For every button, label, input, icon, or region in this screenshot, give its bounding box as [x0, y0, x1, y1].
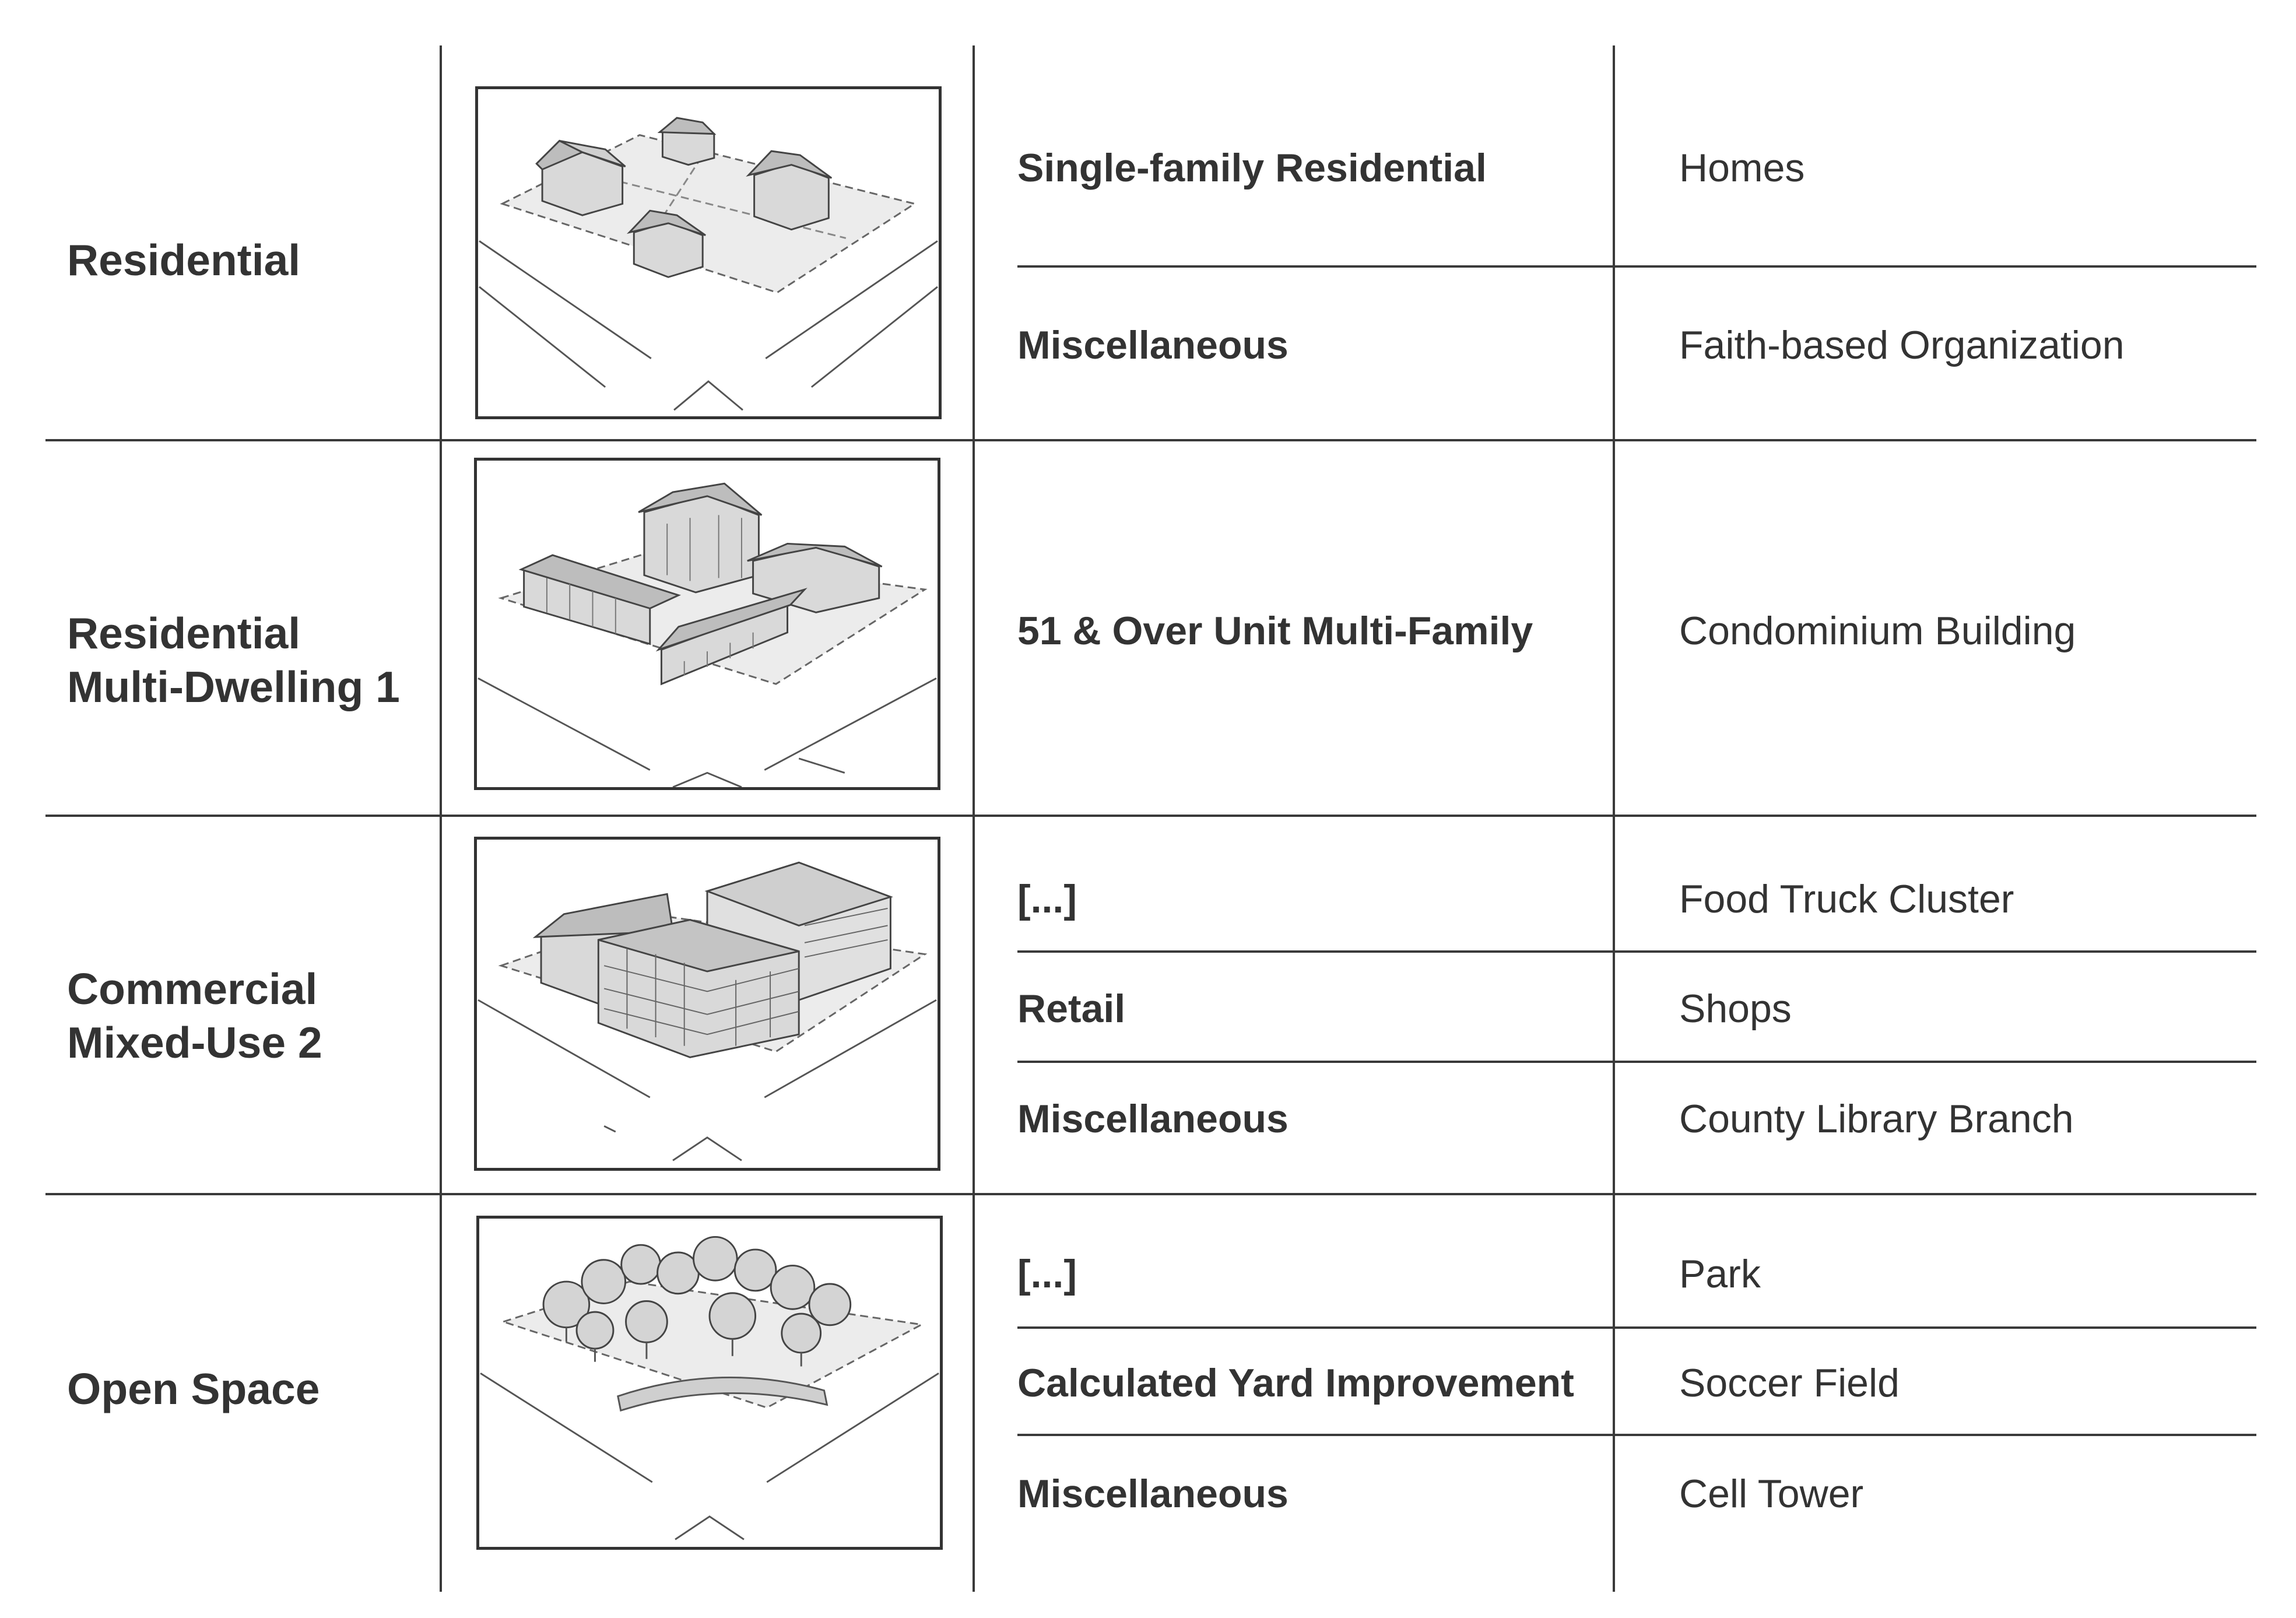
zone-label-line: Commercial [67, 964, 318, 1013]
zone-label-open-space: Open Space [67, 1364, 320, 1413]
zone-label-residential-multi-dwelling [67, 606, 400, 714]
column-divider-1 [440, 45, 442, 1592]
example-label: Park [1679, 1252, 1761, 1296]
single-family-houses-drawing [478, 89, 939, 416]
land-use-label: Retail [1017, 987, 1126, 1031]
example-label: Cell Tower [1679, 1472, 1864, 1516]
column-divider-2 [973, 45, 975, 1592]
subrow-divider-os-2 [1017, 1434, 2256, 1436]
row-divider-3 [45, 1193, 2256, 1195]
park-trees-illustration [476, 1216, 943, 1550]
land-use-label: [...] [1017, 1252, 1077, 1296]
land-use-label: Miscellaneous [1017, 323, 1289, 367]
example-label: Faith-based Organization [1679, 323, 2125, 367]
mixed-use-block-drawing [477, 840, 938, 1168]
zone-label-line: Mixed-Use 2 [67, 1018, 322, 1067]
example-label: County Library Branch [1679, 1097, 2074, 1141]
mixed-use-block-illustration [474, 837, 940, 1171]
park-trees-drawing [479, 1219, 940, 1547]
land-use-label: Miscellaneous [1017, 1472, 1289, 1516]
zone-label-line: Multi-Dwelling 1 [67, 662, 400, 711]
multi-family-buildings-drawing [477, 461, 938, 787]
single-family-houses-illustration [475, 86, 942, 419]
row-divider-1 [45, 439, 2256, 441]
land-use-label: [...] [1017, 877, 1077, 921]
land-use-label: Miscellaneous [1017, 1097, 1289, 1141]
example-label: Condominium Building [1679, 609, 2076, 653]
land-use-label: Calculated Yard Improvement [1017, 1361, 1574, 1405]
subrow-divider-cmu-2 [1017, 1061, 2256, 1063]
zone-label-residential: Residential [67, 236, 301, 285]
land-use-label: Single-family Residential [1017, 146, 1487, 190]
zone-label-commercial-mixed-use [67, 962, 322, 1069]
land-use-label: 51 & Over Unit Multi-Family [1017, 609, 1533, 653]
subrow-divider-residential [1017, 265, 2256, 268]
multi-family-buildings-illustration [474, 458, 940, 790]
example-label: Soccer Field [1679, 1361, 1900, 1405]
subrow-divider-os-1 [1017, 1326, 2256, 1329]
row-divider-2 [45, 815, 2256, 817]
example-label: Homes [1679, 146, 1805, 190]
example-label: Shops [1679, 987, 1792, 1031]
column-divider-3 [1613, 45, 1615, 1592]
subrow-divider-cmu-1 [1017, 950, 2256, 953]
zone-label-line: Residential [67, 609, 301, 658]
example-label: Food Truck Cluster [1679, 877, 2014, 921]
